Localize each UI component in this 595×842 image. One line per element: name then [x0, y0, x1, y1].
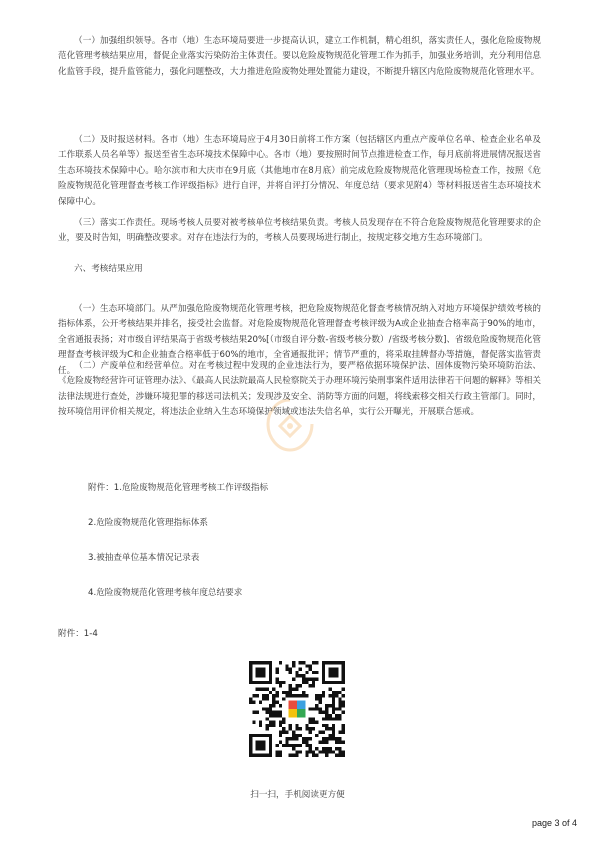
- paragraph-submit-materials: （二）及时报送材料。各市（地）生态环境局应于4月30日前将工作方案（包括辖区内重点产废单位名单、检查企业名单及工作联系人员名单等）报送至省生态环境技术保障中心。各市（地）要按照时间节点推进检查工作，每月底前将进展情况报送省生态环境技术保障中心。哈尔滨市和大庆市在9月底（其他地市在8月底）前完成危险废物规范化管理现场检查工作，按照《危险废物规范化管理督查考核工作评级指标》进行自评，并将自评打分情况、年度总结（要求见附4）等材料报送省生态环境技术保障中心。: [58, 135, 541, 207]
- paragraph-waste-units: （二）产废单位和经营单位。对在考核过程中发现的企业违法行为，要严格依据环境保护法、固体废物污染环境防治法、《危险废物经营许可证管理办法》、《最高人民法院最高人民检察院关于办理环境污染刑事案件适用法律若干问题的解释》等相关法律法规进行查处，涉嫌环境犯罪的移送司法机关；发现涉及安全、消防等方面的问题，将线索移交相关行政主管部门。同时，按环境信用评价相关规定，将违法企业纳入生态环境保护领域或违法失信名单，实行公开曝光，开展联合惩戒。: [58, 361, 541, 418]
- qr-code-icon[interactable]: [249, 661, 345, 757]
- attachment-item-1[interactable]: 附件：1.危险废物规范化管理考核工作评级指标: [88, 483, 269, 493]
- attachment-note: 附件：1-4: [58, 629, 98, 639]
- page-number: page 3 of 4: [531, 818, 577, 828]
- section-heading: 六、考核结果应用: [74, 264, 143, 274]
- attachment-item-4[interactable]: 4.危险废物规范化管理考核年度总结要求: [88, 588, 243, 598]
- qr-caption: 扫一扫，手机阅读更方便: [250, 789, 345, 800]
- paragraph-environment-department: （一）生态环境部门。从严加强危险废物规范化管理考核，把危险废物规范化督查考核情况纳入对地方环境保护绩效考核的指标体系，公开考核结果并排名，接受社会监督。对危险废物规范化管理督查考核评级为A或企业抽查合格率高于90%的地市，全省通报表扬；对市级自评结果高于省级考核结果20%[（市级自评分数-省级考核分数）/省级考核分数]、省级危险废物规范化管理督查考核评级为C和企业抽查合格率低于60%的地市，全省通报批评；情节严重的，将采取挂牌督办等措施，督促落实监管责任。: [58, 304, 541, 376]
- attachment-item-2[interactable]: 2.危险废物规范化管理指标体系: [88, 518, 208, 528]
- attachment-item-3[interactable]: 3.被抽查单位基本情况记录表: [88, 553, 200, 563]
- paragraph-work-responsibility: （三）落实工作责任。现场考核人员要对被考核单位考核结果负责。考核人员发现存在不符合危险废物规范化管理要求的企业，要及时告知，明确整改要求。对存在违法行为的，考核人员要现场进行制止，按规定移交地方生态环境部门。: [58, 218, 541, 244]
- paragraph-organization-leadership: （一）加强组织领导。各市（地）生态环境局要进一步提高认识，建立工作机制，精心组织，落实责任人，强化危险废物规范化管理考核结果应用，督促企业落实污染防治主体责任。要以危险废物规范化管理工作为抓手，加强业务培训，充分利用信息化监管手段，提升监管能力，强化问题整改，大力推进危险废物处理处置能力建设，不断提升辖区内危险废物规范化管理水平。: [58, 36, 541, 77]
